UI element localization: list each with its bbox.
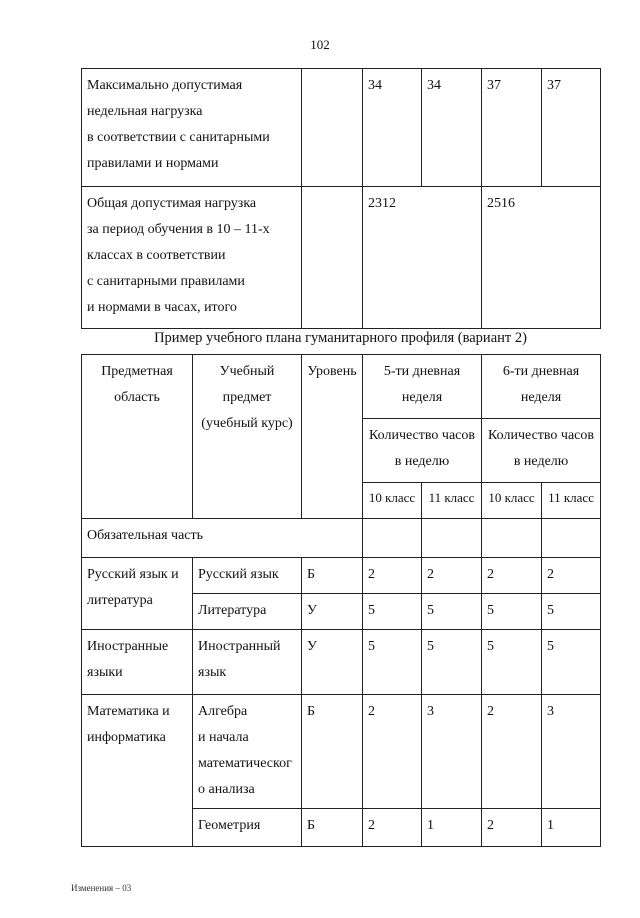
empty-cell	[363, 519, 422, 558]
subject-geometry: Геометрия	[193, 809, 302, 847]
area-math-informatics: Математика и информатика	[82, 695, 193, 847]
value-cell: 2	[363, 558, 422, 594]
value-cell: 2	[482, 695, 542, 809]
value-cell: 37	[542, 69, 601, 187]
value-cell: 2	[363, 809, 422, 847]
value-cell: 2	[482, 558, 542, 594]
value-cell: 3	[542, 695, 601, 809]
area-foreign-languages: Иностранные языки	[82, 630, 193, 695]
header-row	[82, 355, 601, 419]
total-load-label: Общая допустимая нагрузка за период обучения в 10 – 11-х классах в соответствии с санитарными правилами и нормами в часах, итого	[82, 187, 302, 329]
level-cell: У	[302, 594, 363, 630]
value-cell: 5	[542, 630, 601, 695]
header-hours-6: Количество часов в неделю	[482, 419, 601, 483]
value-cell: 2	[482, 809, 542, 847]
mandatory-part-row	[82, 519, 601, 558]
table-row	[82, 630, 601, 695]
empty-cell	[482, 519, 542, 558]
level-cell	[302, 187, 363, 329]
curriculum-table	[81, 354, 601, 847]
value-cell: 5	[482, 594, 542, 630]
header-subject-area: Предметная область	[82, 355, 193, 519]
load-table	[81, 68, 601, 329]
level-cell: Б	[302, 809, 363, 847]
table-row	[82, 695, 601, 809]
total-load-row	[82, 187, 601, 329]
subject-foreign-language: Иностранный язык	[193, 630, 302, 695]
value-cell: 5	[363, 630, 422, 695]
empty-cell	[542, 519, 601, 558]
value-cell: 5	[482, 630, 542, 695]
grade-header: 11 класс	[542, 483, 601, 519]
value-cell: 2516	[482, 187, 601, 329]
subject-algebra: Алгебра и начала математическог о анализа	[193, 695, 302, 809]
table-row	[82, 558, 601, 594]
value-cell: 37	[482, 69, 542, 187]
grade-header: 10 класс	[482, 483, 542, 519]
level-cell: Б	[302, 558, 363, 594]
max-weekly-load-label: Максимально допустимая недельная нагрузка в соответствии с санитарными правилами и нормами	[82, 69, 302, 187]
footer-note: Изменения – 03	[71, 883, 132, 893]
value-cell: 3	[422, 695, 482, 809]
value-cell: 34	[363, 69, 422, 187]
grade-header: 11 класс	[422, 483, 482, 519]
level-cell: Б	[302, 695, 363, 809]
value-cell: 1	[542, 809, 601, 847]
value-cell: 2	[542, 558, 601, 594]
value-cell: 2312	[363, 187, 482, 329]
mandatory-part-label: Обязательная часть	[82, 519, 363, 558]
value-cell: 5	[422, 594, 482, 630]
level-cell	[302, 69, 363, 187]
grade-header: 10 класс	[363, 483, 422, 519]
page-number: 102	[310, 37, 330, 52]
table-caption: Пример учебного плана гуманитарного профиля (вариант 2)	[154, 330, 527, 346]
value-cell: 5	[363, 594, 422, 630]
subject-literature: Литература	[193, 594, 302, 630]
value-cell: 2	[422, 558, 482, 594]
header-5-day-week: 5-ти дневная неделя	[363, 355, 482, 419]
header-subject: Учебный предмет (учебный курс)	[193, 355, 302, 519]
header-level: Уровень	[302, 355, 363, 519]
empty-cell	[422, 519, 482, 558]
header-6-day-week: 6-ти дневная неделя	[482, 355, 601, 419]
value-cell: 2	[363, 695, 422, 809]
value-cell: 1	[422, 809, 482, 847]
value-cell: 5	[422, 630, 482, 695]
header-hours-5: Количество часов в неделю	[363, 419, 482, 483]
subject-russian: Русский язык	[193, 558, 302, 594]
value-cell: 5	[542, 594, 601, 630]
area-russian-literature: Русский язык и литература	[82, 558, 193, 630]
max-weekly-load-row	[82, 69, 601, 187]
value-cell: 34	[422, 69, 482, 187]
level-cell: У	[302, 630, 363, 695]
